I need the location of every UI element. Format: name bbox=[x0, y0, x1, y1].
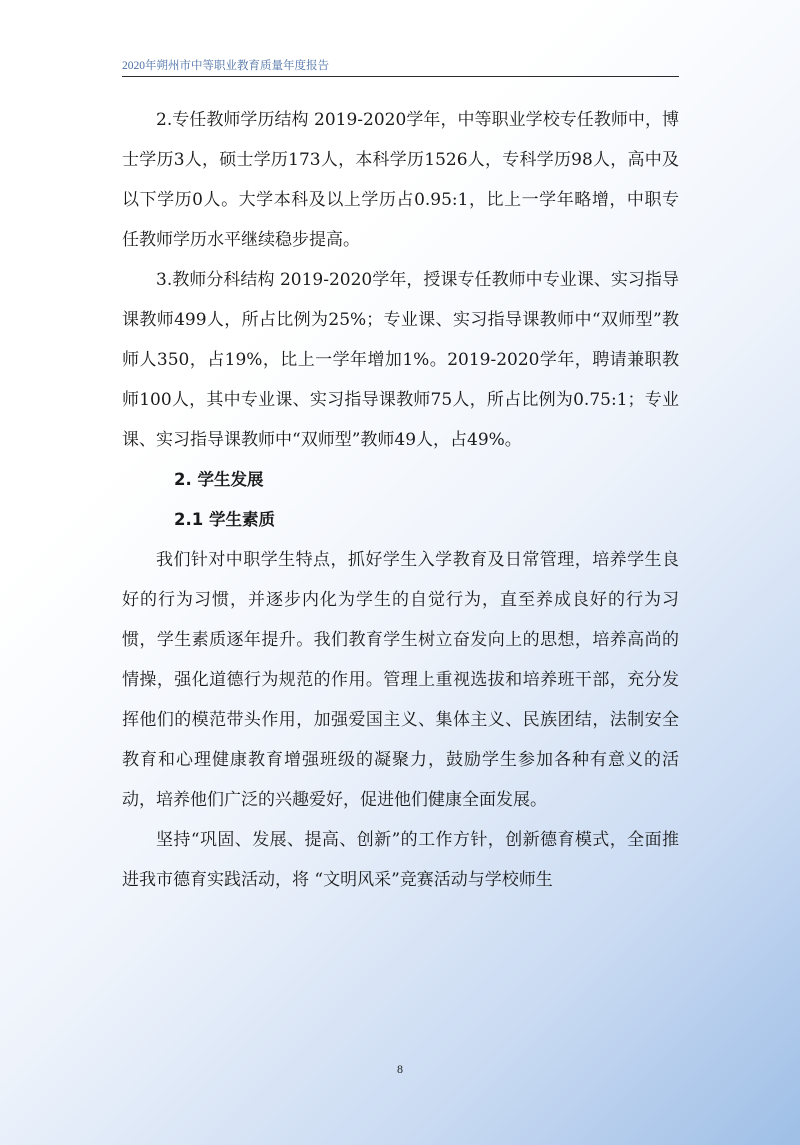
paragraph-moral-education: 坚持“巩固、发展、提高、创新”的工作方针，创新德育模式，全面推进我市德育实践活动，将 “文明风采”竞赛活动与学校师生 bbox=[122, 830, 679, 890]
subsection-heading-student-quality: 2.1 学生素质 bbox=[174, 510, 275, 529]
document-body bbox=[122, 100, 679, 900]
paragraph-teacher-subject-structure: 3.教师分科结构 2019-2020学年，授课专任教师中专业课、实习指导课教师499人，所占比例为25%；专业课、实习指导课教师中“双师型”教师人350，占19%，比上一学年增加1%。2019-2020学年，聘请兼职教师100人，其中专业课、实习指导课教师75人，所占比例为0.75:1；专业课、实习指导课教师中“双师型”教师49人，占49%。 bbox=[122, 270, 679, 450]
section-heading-student-development: 2. 学生发展 bbox=[174, 470, 264, 489]
header-title: 2020年朔州市中等职业教育质量年度报告 bbox=[122, 60, 329, 72]
paragraph-student-quality: 我们针对中职学生特点，抓好学生入学教育及日常管理，培养学生良好的行为习惯，并逐步内化为学生的自觉行为，直至养成良好的行为习惯，学生素质逐年提升。我们教育学生树立奋发向上的思想，培养高尚的情操，强化道德行为规范的作用。管理上重视选拔和培养班干部，充分发挥他们的模范带头作用，加强爱国主义、集体主义、民族团结，法制安全教育和心理健康教育增强班级的凝聚力，鼓励学生参加各种有意义的活动，培养他们广泛的兴趣爱好，促进他们健康全面发展。 bbox=[122, 550, 679, 810]
page-header bbox=[122, 56, 679, 77]
paragraph-teacher-education-structure: 2.专任教师学历结构 2019-2020学年，中等职业学校专任教师中，博士学历3人，硕士学历173人，本科学历1526人，专科学历98人，高中及以下学历0人。大学本科及以上学历占0.95:1，比上一学年略增，中职专任教师学历水平继续稳步提高。 bbox=[122, 110, 679, 250]
page-number: 8 bbox=[397, 1062, 403, 1076]
